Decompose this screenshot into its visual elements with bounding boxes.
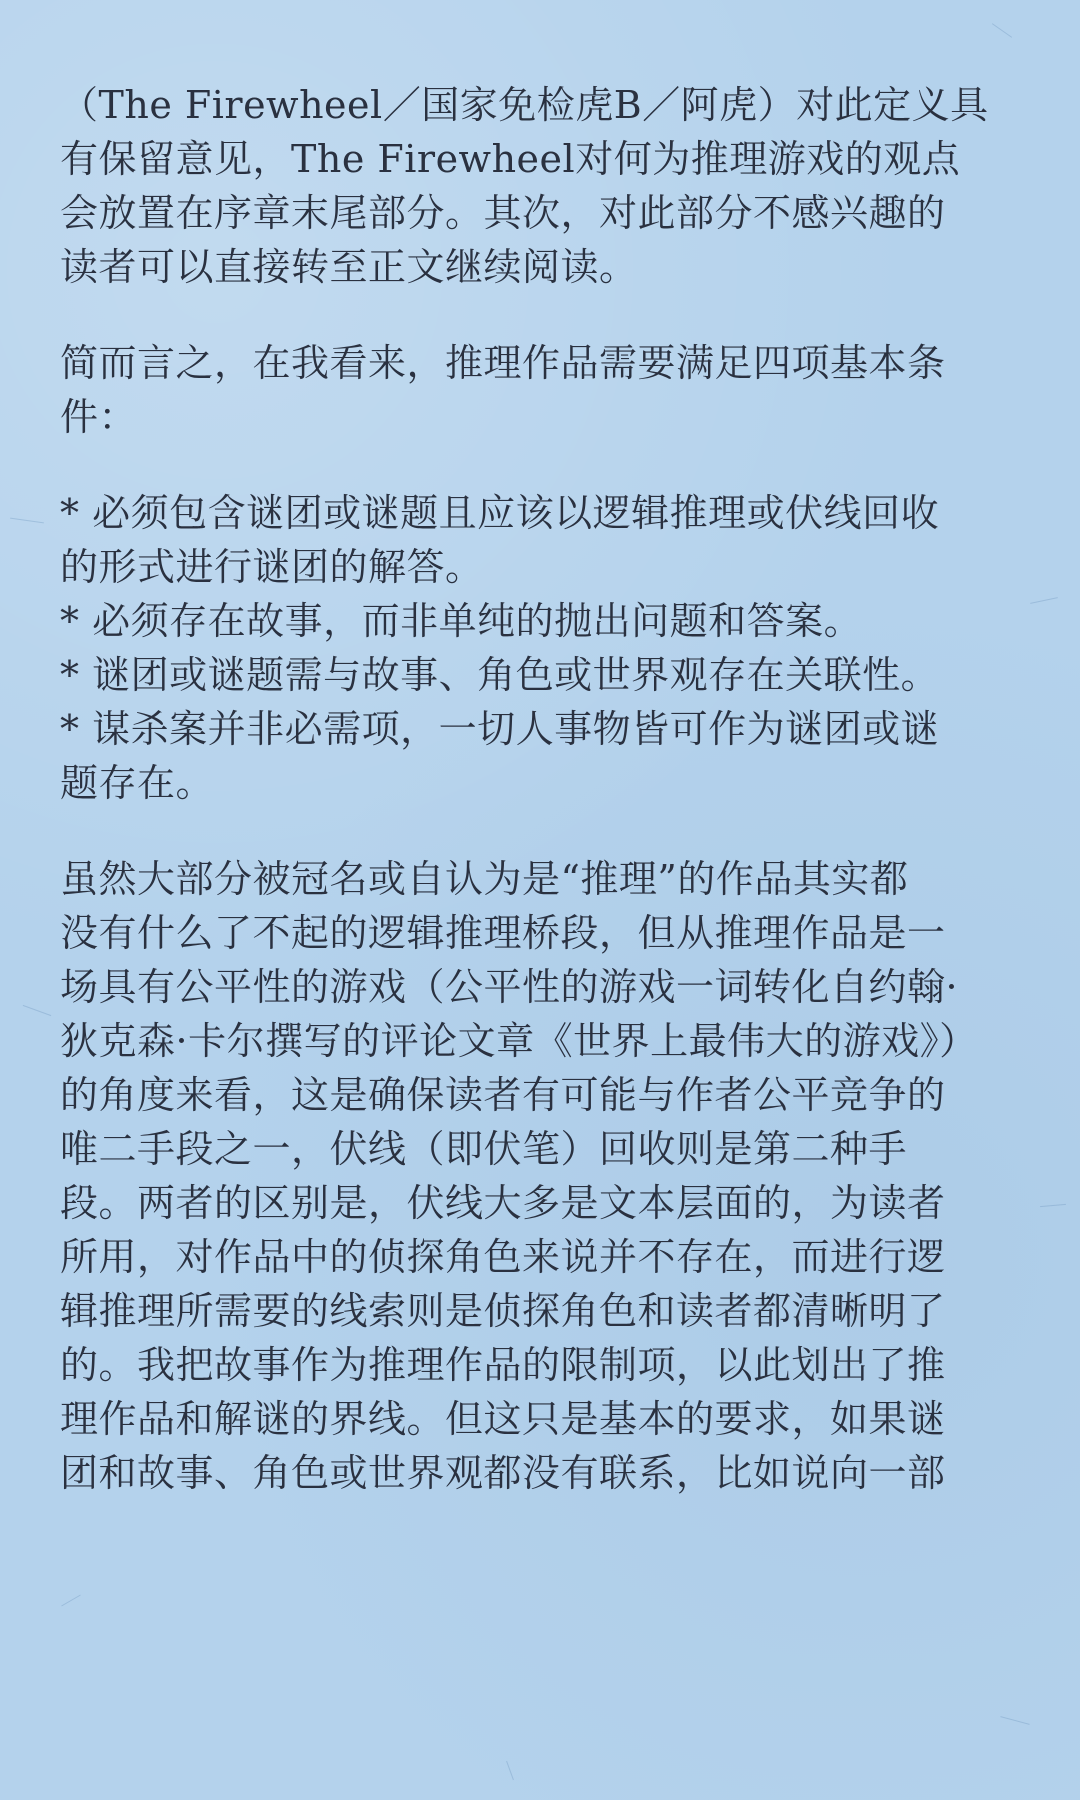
paper-fiber [10,518,44,524]
paper-fiber [61,1595,81,1607]
condition-item: * 必须包含谜团或谜题且应该以逻辑推理或伏线回收 的形式进行谜团的解答。 [60,491,940,589]
paper-fiber [1000,1716,1029,1725]
paper-fiber [1030,597,1058,604]
article-body [60,78,1020,1542]
paper-fiber [23,1005,52,1016]
conditions-intro: 简而言之，在我看来，推理作品需要满足四项基本条 件： [60,341,946,439]
condition-item: * 谜团或谜题需与故事、角色或世界观存在关联性。 [60,653,940,697]
intro-paragraph: （The Firewheel／国家免检虎B／阿虎）对此定义具 有保留意见，The Firewheel对何为推理游戏的观点 会放置在序章末尾部分。其次，对此部分不感兴趣的 读者可以直接转至正文继续阅读。 [60,83,989,289]
condition-item: * 必须存在故事，而非单纯的抛出问题和答案。 [60,599,863,643]
closing-paragraph: 虽然大部分被冠名或自认为是“推理”的作品其实都 没有什么了不起的逻辑推理桥段，但从推理作品是一 场具有公平性的游戏（公平性的游戏一词转化自约翰· 狄克森·卡尔撰写的评论文章《世界上最伟大的游戏》） 的角度来看，这是确保读者有可能与作者公平竞争的 唯二手段之一，伏线（即伏笔）回收则是第二种手 段。两者的区别是，伏线大多是文本层面的，为读者 所用，对作品中的侦探角色来说并不存在，而进行逻 辑推理所需要的线索则是侦探角色和读者都清晰明了 的。我把故事作为推理作品的限制项，以此划出了推 理作品和解谜的界线。但这只是基本的要求，如果谜 团和故事、角色或世界观都没有联系，比如说向一部 [60,857,978,1495]
condition-item: * 谋杀案并非必需项，一切人事物皆可作为谜团或谜 题存在。 [60,707,940,805]
paper-fiber [1040,1204,1066,1207]
paper-fiber [992,23,1012,38]
conditions-list [60,486,1020,810]
paper-fiber [506,1761,514,1780]
